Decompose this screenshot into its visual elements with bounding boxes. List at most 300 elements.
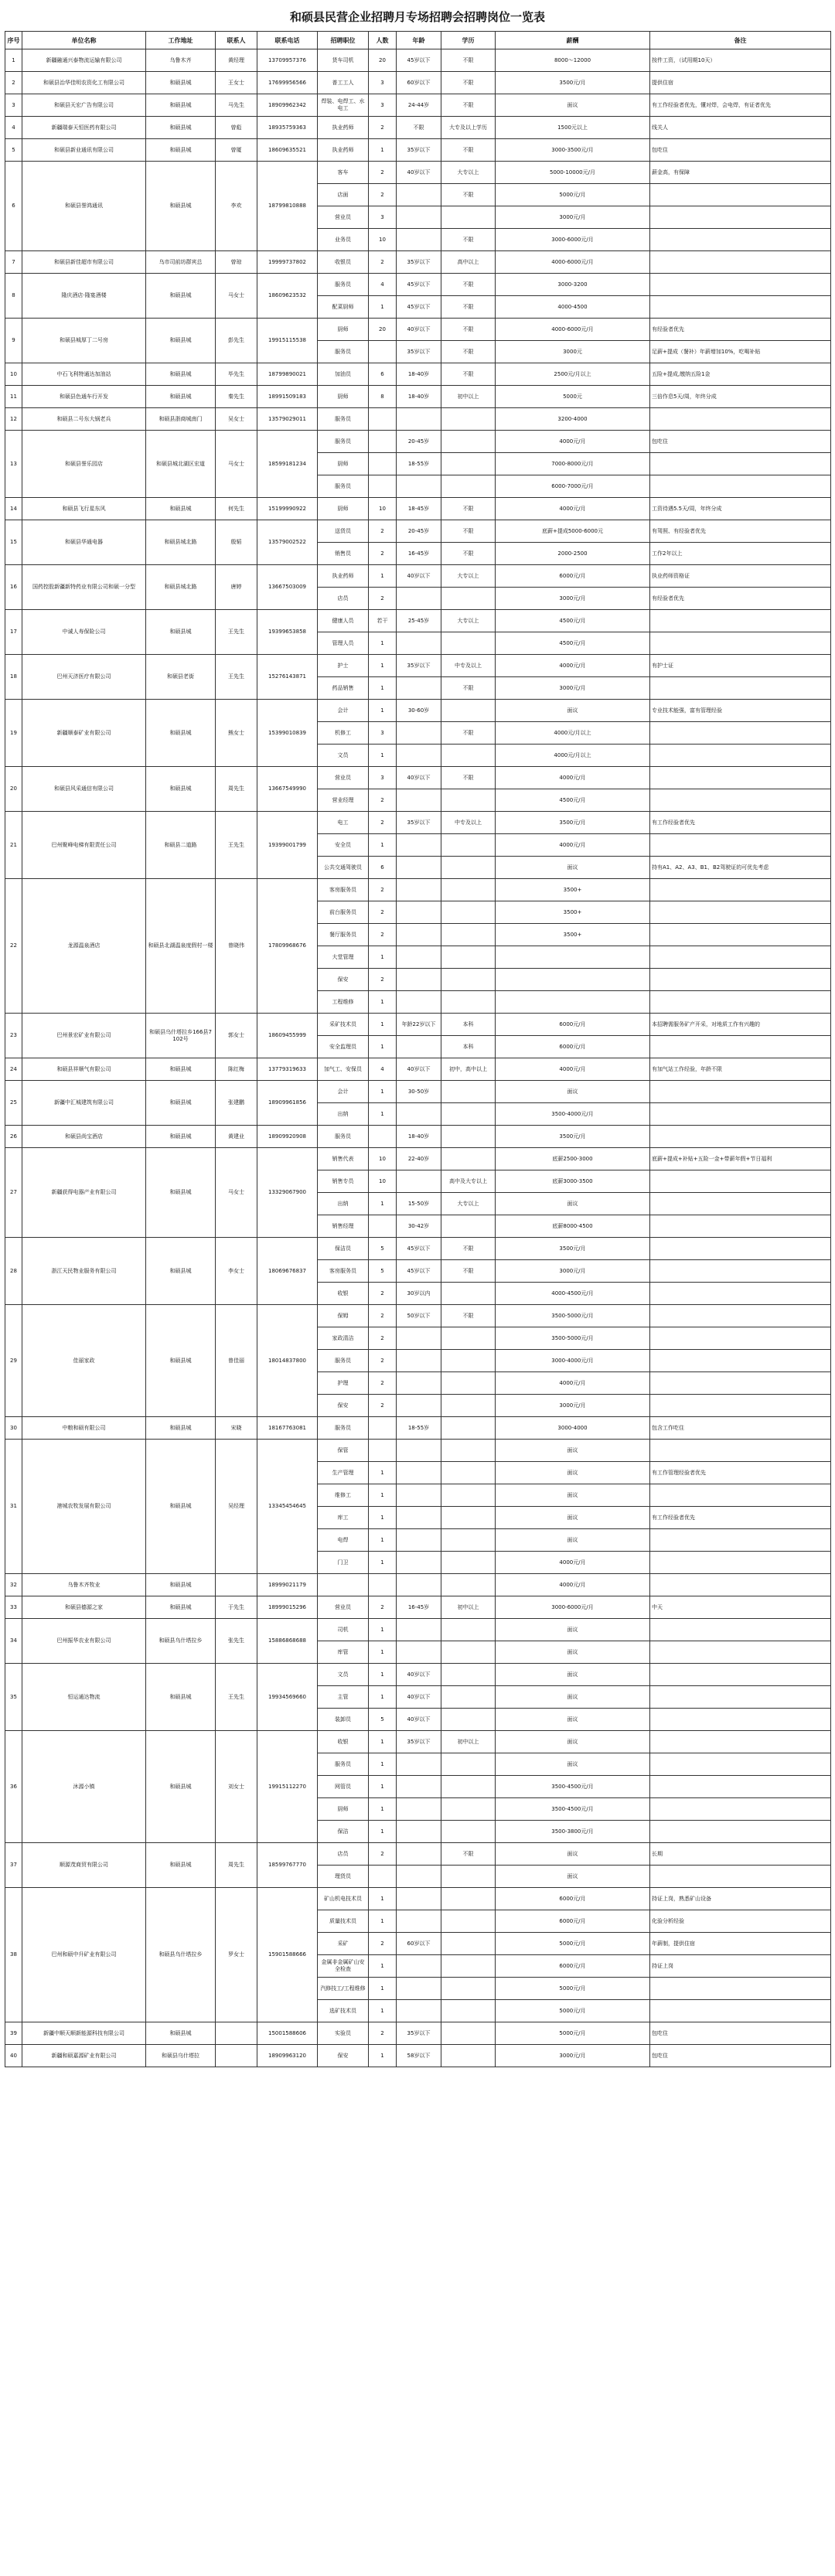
position-cell: 护士 [318,655,369,677]
headcount-cell: 1 [369,1081,397,1103]
headcount-cell: 1 [369,139,397,162]
company-name-cell: 和硕县誉鸿通讯 [22,162,146,251]
row-number-cell: 32 [5,1574,22,1596]
row-number-cell: 11 [5,386,22,408]
headcount-cell: 8 [369,386,397,408]
education-cell: 不限 [441,1305,496,1327]
education-cell [441,1888,496,1910]
salary-cell: 2500元/月以上 [496,363,650,386]
age-cell [397,1507,441,1529]
salary-cell: 3500+ [496,879,650,901]
row-number-cell: 10 [5,363,22,386]
salary-cell: 3000元/月 [496,677,650,700]
note-cell: 底薪+提成+补贴+五险一金+带薪年假+节日福利 [650,1148,831,1170]
note-cell [650,1686,831,1709]
salary-cell: 6000元/月 [496,565,650,588]
company-name-cell: 和硕县天宏广告有限公司 [22,94,146,117]
education-cell: 不限 [441,49,496,72]
salary-cell: 面议 [496,94,650,117]
age-cell: 35岁以下 [397,2022,441,2045]
position-cell: 收银员 [318,251,369,274]
salary-cell: 3000元/月 [496,2045,650,2067]
headcount-cell: 2 [369,184,397,206]
education-cell [441,1148,496,1170]
work-address-cell: 和硕县乌什塔拉 [146,2045,216,2067]
table-row [5,1596,831,1619]
headcount-cell: 1 [369,1036,397,1058]
education-cell: 不限 [441,543,496,565]
age-cell [397,946,441,969]
education-cell [441,700,496,722]
age-cell: 45岁以下 [397,296,441,319]
salary-cell: 面议 [496,1462,650,1484]
position-cell: 客房服务员 [318,879,369,901]
education-cell [441,1372,496,1395]
salary-cell: 3000元/月 [496,588,650,610]
education-cell [441,1507,496,1529]
salary-cell: 3500+ [496,901,650,924]
headcount-cell: 1 [369,1529,397,1552]
contact-person-cell: 曾彪 [216,117,257,139]
salary-cell: 面议 [496,1731,650,1753]
company-name-cell: 和硕县祥顺气有限公司 [22,1058,146,1081]
education-cell: 本科 [441,1036,496,1058]
phone-cell: 18609455999 [257,1014,318,1058]
work-address-cell: 乌市司前坊群宾总 [146,251,216,274]
header-cell: 学历 [441,32,496,49]
salary-cell: 4000元/月 [496,1372,650,1395]
table-header-row [5,32,831,49]
note-cell [650,924,831,946]
headcount-cell: 10 [369,498,397,520]
position-cell: 货车司机 [318,49,369,72]
age-cell: 60岁以下 [397,72,441,94]
contact-person-cell: 周先生 [216,767,257,812]
contact-person-cell: 王先生 [216,1664,257,1731]
salary-cell: 1500元以上 [496,117,650,139]
contact-person-cell: 马女士 [216,1148,257,1238]
contact-person-cell: 彭先生 [216,319,257,363]
position-cell: 店员 [318,1843,369,1866]
note-cell [650,1327,831,1350]
headcount-cell: 2 [369,1372,397,1395]
phone-cell: 13779319633 [257,1058,318,1081]
age-cell: 35岁以下 [397,812,441,834]
row-number-cell: 21 [5,812,22,879]
education-cell: 高中及大专以上 [441,1170,496,1193]
work-address-cell: 和硕县城 [146,72,216,94]
position-cell: 理货员 [318,1866,369,1888]
note-cell [650,2000,831,2022]
phone-cell: 13345454645 [257,1440,318,1574]
age-cell: 35岁以下 [397,341,441,363]
note-cell [650,1866,831,1888]
work-address-cell: 和硕县城北路 [146,565,216,610]
position-cell: 出纳 [318,1103,369,1126]
education-cell: 不限 [441,72,496,94]
education-cell [441,206,496,229]
salary-cell: 5000元/月 [496,1978,650,2000]
headcount-cell: 5 [369,1709,397,1731]
work-address-cell: 和硕县城 [146,1574,216,1596]
education-cell [441,1552,496,1574]
contact-person-cell: 李欢 [216,162,257,251]
position-cell: 保洁 [318,1821,369,1843]
education-cell: 不限 [441,722,496,745]
company-name-cell: 和硕县飞行星东风 [22,498,146,520]
education-cell [441,1350,496,1372]
headcount-cell: 1 [369,1686,397,1709]
work-address-cell: 和硕县城 [146,1843,216,1888]
phone-cell: 18609635521 [257,139,318,162]
position-cell: 服务员 [318,475,369,498]
position-cell: 厨师 [318,498,369,520]
headcount-cell: 1 [369,1753,397,1776]
note-cell: 包吃住 [650,2022,831,2045]
note-cell [650,1529,831,1552]
header-cell: 单位名称 [22,32,146,49]
position-cell: 加气工、安保员 [318,1058,369,1081]
salary-cell: 4500元/月 [496,610,650,632]
note-cell [650,767,831,789]
headcount-cell [369,475,397,498]
company-name-cell: 恒运通达物流 [22,1664,146,1731]
headcount-cell: 3 [369,72,397,94]
age-cell: 15-50岁 [397,1193,441,1215]
row-number-cell: 26 [5,1126,22,1148]
salary-cell: 5000元/月 [496,2022,650,2045]
row-number-cell: 28 [5,1238,22,1305]
note-cell [650,1305,831,1327]
salary-cell: 4000元/月 [496,431,650,453]
headcount-cell: 2 [369,901,397,924]
education-cell [441,453,496,475]
note-cell [650,408,831,431]
phone-cell: 18069676837 [257,1238,318,1305]
note-cell [650,901,831,924]
position-cell: 厨师 [318,1798,369,1821]
headcount-cell: 20 [369,49,397,72]
age-cell [397,1866,441,1888]
table-row [5,1664,831,1686]
education-cell: 本科 [441,1014,496,1036]
note-cell [650,296,831,319]
headcount-cell: 10 [369,1170,397,1193]
work-address-cell: 和硕县城 [146,363,216,386]
headcount-cell: 1 [369,745,397,767]
age-cell [397,1350,441,1372]
age-cell: 35岁以下 [397,251,441,274]
note-cell [650,1552,831,1574]
position-cell: 出纳 [318,1193,369,1215]
education-cell [441,1686,496,1709]
salary-cell: 3500-3800元/月 [496,1821,650,1843]
company-name-cell: 龙源温泉酒店 [22,879,146,1014]
company-name-cell: 和硕县城厚丁二号房 [22,319,146,363]
contact-person-cell: 王先生 [216,610,257,655]
headcount-cell: 2 [369,162,397,184]
salary-cell: 面议 [496,1843,650,1866]
position-cell: 网管员 [318,1776,369,1798]
education-cell: 不限 [441,184,496,206]
position-cell: 金属非金属矿山安全检查 [318,1955,369,1978]
note-cell: 按件工资，（试用期10天） [650,49,831,72]
position-cell: 采矿技术员 [318,1014,369,1036]
contact-person-cell: 罗女士 [216,1888,257,2022]
table-row [5,72,831,94]
salary-cell: 3500元/月 [496,1238,650,1260]
note-cell [650,1753,831,1776]
contact-person-cell: 曾佳丽 [216,1305,257,1417]
age-cell: 40岁以下 [397,1664,441,1686]
company-name-cell: 中粮和硕有限公司 [22,1417,146,1440]
note-cell: 有工作管理经验者优先 [650,1462,831,1484]
note-cell [650,1081,831,1103]
note-cell: 工作2年以上 [650,543,831,565]
phone-cell: 15399010839 [257,700,318,767]
salary-cell: 面议 [496,1664,650,1686]
contact-person-cell: 吴经理 [216,1440,257,1574]
education-cell [441,1821,496,1843]
row-number-cell: 22 [5,879,22,1014]
headcount-cell [369,453,397,475]
education-cell [441,1126,496,1148]
education-cell: 不限 [441,520,496,543]
row-number-cell: 18 [5,655,22,700]
company-name-cell: 国药控股新疆新特药业有限公司和硕一分型 [22,565,146,610]
contact-person-cell: 黄建业 [216,1126,257,1148]
salary-cell: 面议 [496,1753,650,1776]
table-row [5,49,831,72]
age-cell [397,969,441,991]
table-row [5,2045,831,2067]
position-cell: 销售专员 [318,1170,369,1193]
education-cell [441,1417,496,1440]
table-row [5,1843,831,1866]
salary-cell: 面议 [496,1440,650,1462]
row-number-cell: 19 [5,700,22,767]
headcount-cell [369,1417,397,1440]
headcount-cell: 10 [369,229,397,251]
work-address-cell: 和硕县城 [146,386,216,408]
note-cell [650,1619,831,1641]
position-cell: 营业员 [318,206,369,229]
row-number-cell: 35 [5,1664,22,1731]
salary-cell: 4000-6000元/月 [496,319,650,341]
note-cell [650,1372,831,1395]
company-name-cell: 和硕县德源之家 [22,1596,146,1619]
company-name-cell: 和硕县新佳超市有限公司 [22,251,146,274]
headcount-cell: 20 [369,319,397,341]
education-cell [441,1709,496,1731]
age-cell: 20-45岁 [397,520,441,543]
work-address-cell: 和硕县乌什塔拉乡166县7102号 [146,1014,216,1058]
salary-cell: 5000元 [496,386,650,408]
company-name-cell: 和硕县尚宝酒店 [22,1126,146,1148]
salary-cell: 4000元/月 [496,834,650,857]
salary-cell: 底薪+提成5000-6000元 [496,520,650,543]
headcount-cell: 4 [369,274,397,296]
work-address-cell: 和硕县老街 [146,655,216,700]
contact-person-cell: 殷韬 [216,520,257,565]
position-cell: 业务员 [318,229,369,251]
table-row [5,274,831,296]
education-cell: 不限 [441,274,496,296]
contact-person-cell: 曾晓伟 [216,879,257,1014]
position-cell: 营业员 [318,1596,369,1619]
position-cell: 执业药师 [318,565,369,588]
header-cell: 联系人 [216,32,257,49]
note-cell [650,1731,831,1753]
position-cell: 汽修技工/工程维修 [318,1978,369,2000]
table-row [5,767,831,789]
contact-person-cell: 马先生 [216,94,257,117]
salary-cell: 3500+ [496,924,650,946]
position-cell: 家政清洁 [318,1327,369,1350]
contact-person-cell: 张先生 [216,1619,257,1664]
education-cell [441,857,496,879]
position-cell: 营业经理 [318,789,369,812]
work-address-cell: 和硕县城 [146,1058,216,1081]
phone-cell: 13329067900 [257,1148,318,1238]
phone-cell: 19399653858 [257,610,318,655]
headcount-cell: 1 [369,2000,397,2022]
company-name-cell: 和硕县风采通信有限公司 [22,767,146,812]
note-cell: 长期 [650,1843,831,1866]
contact-person-cell: 宋晓 [216,1417,257,1440]
position-cell: 公共交通驾驶员 [318,857,369,879]
table-row [5,1081,831,1103]
phone-cell: 15901588666 [257,1888,318,2022]
headcount-cell: 1 [369,1888,397,1910]
position-cell: 生产管理 [318,1462,369,1484]
note-cell [650,1664,831,1686]
company-name-cell: 和硕县二号东大锅老兵 [22,408,146,431]
note-cell [650,722,831,745]
position-cell: 前台服务员 [318,901,369,924]
table-row [5,1126,831,1148]
position-cell: 保安 [318,1395,369,1417]
phone-cell: 19999737802 [257,251,318,274]
company-name-cell: 新疆中汇城建筑有限公司 [22,1081,146,1126]
note-cell [650,991,831,1014]
note-cell: 有工作经验者优先，懂对焊，会电焊，有证者优先 [650,94,831,117]
phone-cell: 15886868688 [257,1619,318,1664]
row-number-cell: 27 [5,1148,22,1238]
phone-cell: 19934569660 [257,1664,318,1731]
table-row [5,1058,831,1081]
salary-cell: 4000元/月 [496,498,650,520]
note-cell [650,1821,831,1843]
note-cell: 三倍作息5天/周，年终分成 [650,386,831,408]
row-number-cell: 24 [5,1058,22,1081]
company-name-cell: 巴州天济医疗有限公司 [22,655,146,700]
header-cell: 薪酬 [496,32,650,49]
headcount-cell: 1 [369,1955,397,1978]
company-name-cell: 沐源小镇 [22,1731,146,1843]
age-cell: 18-40岁 [397,386,441,408]
education-cell [441,1753,496,1776]
note-cell: 有驾照、有经验者优先 [650,520,831,543]
note-cell [650,274,831,296]
note-cell: 有加气站工作经验，年龄不限 [650,1058,831,1081]
header-cell: 招聘职位 [318,32,369,49]
table-row [5,498,831,520]
note-cell [650,1440,831,1462]
age-cell: 18-40岁 [397,1126,441,1148]
note-cell [650,1709,831,1731]
education-cell: 大专及以上学历 [441,117,496,139]
phone-cell: 13667549990 [257,767,318,812]
header-cell: 序号 [5,32,22,49]
contact-person-cell: 王女士 [216,72,257,94]
headcount-cell: 2 [369,1327,397,1350]
age-cell: 30-50岁 [397,1081,441,1103]
age-cell [397,1462,441,1484]
headcount-cell: 1 [369,1641,397,1664]
position-cell: 质量技术员 [318,1910,369,1933]
company-name-cell: 佳丽家政 [22,1305,146,1417]
headcount-cell: 2 [369,251,397,274]
age-cell: 18-45岁 [397,498,441,520]
headcount-cell: 1 [369,565,397,588]
education-cell: 不限 [441,1260,496,1283]
phone-cell: 17809968676 [257,879,318,1014]
headcount-cell: 1 [369,296,397,319]
note-cell: 持证上岗，熟悉矿山设备 [650,1888,831,1910]
age-cell [397,924,441,946]
education-cell: 不限 [441,1843,496,1866]
headcount-cell [369,341,397,363]
phone-cell: 13667503009 [257,565,318,610]
salary-cell: 3200-4000 [496,408,650,431]
salary-cell: 3000-4000元/月 [496,1350,650,1372]
salary-cell: 面议 [496,1081,650,1103]
age-cell [397,1036,441,1058]
row-number-cell: 3 [5,94,22,117]
salary-cell: 面议 [496,1866,650,1888]
company-name-cell: 巴州振华农业有限公司 [22,1619,146,1664]
age-cell [397,1641,441,1664]
salary-cell: 面议 [496,1619,650,1641]
salary-cell: 4500元/月 [496,789,650,812]
age-cell: 不限 [397,117,441,139]
salary-cell: 4000元/月 [496,1058,650,1081]
position-cell: 会计 [318,700,369,722]
education-cell [441,1327,496,1350]
contact-person-cell [216,2045,257,2067]
salary-cell: 6000元/月 [496,1014,650,1036]
headcount-cell: 1 [369,677,397,700]
age-cell [397,1103,441,1126]
note-cell: 包吃住 [650,431,831,453]
note-cell [650,1193,831,1215]
work-address-cell: 和硕县城 [146,117,216,139]
company-name-cell: 和硕县誉乐园店 [22,431,146,498]
age-cell [397,1440,441,1462]
headcount-cell: 5 [369,1238,397,1260]
education-cell: 初中以上 [441,386,496,408]
position-cell: 店员 [318,588,369,610]
position-cell: 维修工 [318,1484,369,1507]
company-name-cell: 隆庆酒店·隆宴酒楼 [22,274,146,319]
phone-cell: 13579029011 [257,408,318,431]
position-cell: 保安 [318,969,369,991]
headcount-cell: 2 [369,812,397,834]
age-cell [397,1372,441,1395]
age-cell [397,879,441,901]
table-row [5,1148,831,1170]
